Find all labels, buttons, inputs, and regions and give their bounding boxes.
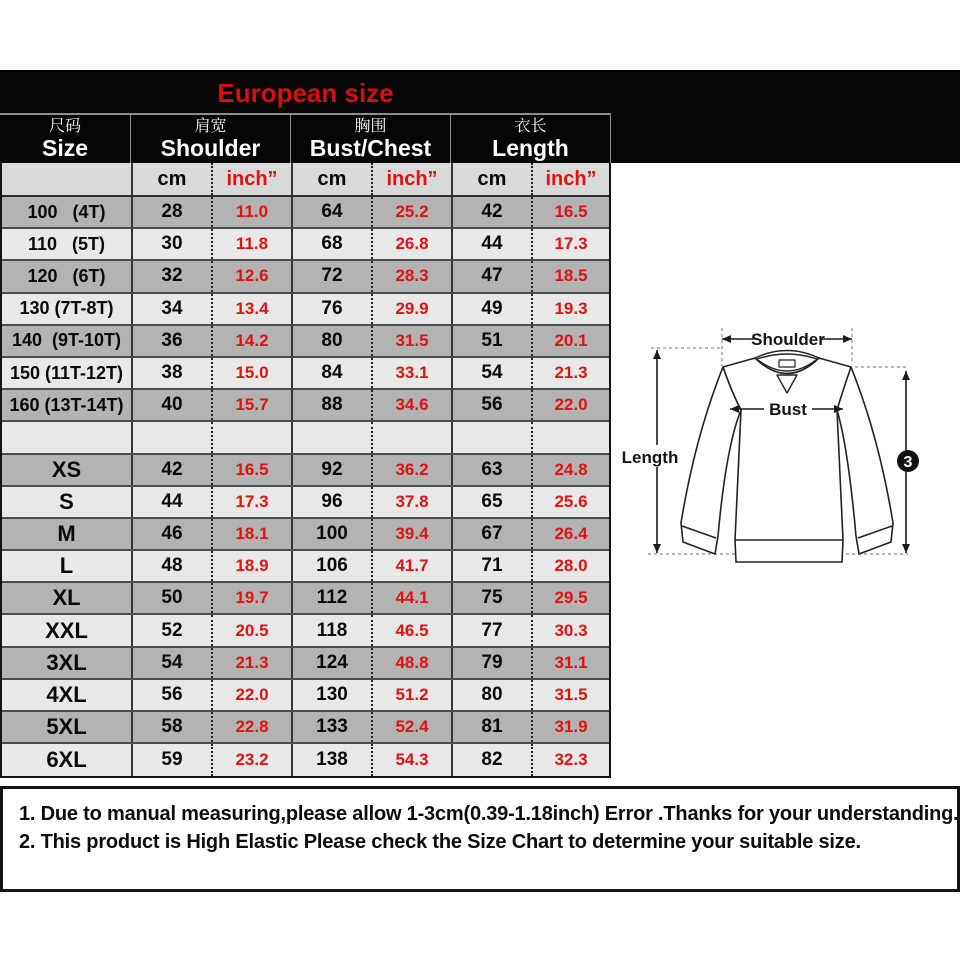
- size-table-body: [2, 197, 609, 776]
- badge-3-icon: [897, 450, 919, 472]
- value-cell: 80: [451, 680, 531, 710]
- value-cell: [131, 422, 211, 452]
- right-sleeve: [837, 367, 893, 554]
- value-cell: 52.4: [371, 712, 451, 742]
- value-cell: 81: [451, 712, 531, 742]
- value-cell: 32.3: [531, 744, 609, 776]
- value-cell: 44.1: [371, 583, 451, 613]
- table-row: [2, 197, 609, 229]
- table-row: [2, 551, 609, 583]
- value-cell: 11.8: [211, 229, 291, 259]
- unit-cell-cm: cm: [451, 163, 531, 195]
- value-cell: 19.7: [211, 583, 291, 613]
- header-zh: 衣长: [514, 118, 547, 135]
- note-line-1: 1. Due to manual measuring,please allow 1-3cm(0.39-1.18inch) Error .Thanks for your understanding.: [19, 803, 959, 825]
- value-cell: 51: [451, 326, 531, 356]
- value-cell: 46.5: [371, 615, 451, 645]
- value-cell: 42: [131, 455, 211, 485]
- size-cell: 3XL: [46, 649, 87, 675]
- value-cell: 18.9: [211, 551, 291, 581]
- value-cell: 29.5: [531, 583, 609, 613]
- header-zh: 胸围: [354, 118, 387, 135]
- value-cell: 58: [131, 712, 211, 742]
- value-cell: 76: [291, 294, 371, 324]
- note-line-2: 2. This product is High Elastic Please check the Size Chart to determine your suitable size.: [19, 831, 861, 853]
- value-cell: 56: [451, 390, 531, 420]
- size-cell: 130 (7T-8T): [19, 298, 114, 319]
- size-table: [0, 163, 611, 778]
- value-cell: 20.5: [211, 615, 291, 645]
- value-cell: 32: [131, 261, 211, 291]
- value-cell: [531, 422, 609, 452]
- value-cell: 24.8: [531, 455, 609, 485]
- size-cell: 160 (13T-14T): [9, 394, 124, 415]
- value-cell: 14.2: [211, 326, 291, 356]
- value-cell: 48: [131, 551, 211, 581]
- title-band: [0, 70, 960, 163]
- value-cell: 16.5: [211, 455, 291, 485]
- value-cell: 37.8: [371, 487, 451, 517]
- header-en: Bust/Chest: [309, 135, 432, 161]
- value-cell: 34: [131, 294, 211, 324]
- value-cell: [451, 422, 531, 452]
- value-cell: 52: [131, 615, 211, 645]
- value-cell: 54: [131, 648, 211, 678]
- value-cell: 36.2: [371, 455, 451, 485]
- value-cell: 41.7: [371, 551, 451, 581]
- value-cell: 124: [291, 648, 371, 678]
- value-cell: 21.3: [531, 358, 609, 388]
- value-cell: 33.1: [371, 358, 451, 388]
- value-cell: 31.9: [531, 712, 609, 742]
- value-cell: 38: [131, 358, 211, 388]
- table-row: [2, 294, 609, 326]
- value-cell: 44: [451, 229, 531, 259]
- value-cell: 28: [131, 197, 211, 227]
- table-row: [2, 455, 609, 487]
- value-cell: 54.3: [371, 744, 451, 776]
- value-cell: 84: [291, 358, 371, 388]
- value-cell: 112: [291, 583, 371, 613]
- size-cell: 6XL: [46, 747, 87, 773]
- value-cell: 80: [291, 326, 371, 356]
- value-cell: 22.8: [211, 712, 291, 742]
- table-row: [2, 487, 609, 519]
- value-cell: 28.3: [371, 261, 451, 291]
- size-cell: XL: [52, 585, 81, 611]
- header-cell-bust: [291, 115, 451, 163]
- table-row: [2, 712, 609, 744]
- value-cell: 42: [451, 197, 531, 227]
- header-zh: 肩宽: [194, 118, 227, 135]
- unit-cell-inch: inch”: [531, 163, 609, 195]
- value-cell: 88: [291, 390, 371, 420]
- value-cell: [211, 422, 291, 452]
- value-cell: 44: [131, 487, 211, 517]
- header-en: Size: [41, 135, 89, 161]
- value-cell: 15.7: [211, 390, 291, 420]
- value-cell: 77: [451, 615, 531, 645]
- value-cell: 26.4: [531, 519, 609, 549]
- value-cell: 118: [291, 615, 371, 645]
- value-cell: 130: [291, 680, 371, 710]
- value-cell: 26.8: [371, 229, 451, 259]
- value-cell: 51.2: [371, 680, 451, 710]
- value-cell: 75: [451, 583, 531, 613]
- value-cell: 92: [291, 455, 371, 485]
- size-cell: 4XL: [46, 681, 87, 707]
- value-cell: 65: [451, 487, 531, 517]
- header-cell-length: [451, 115, 611, 163]
- value-cell: 96: [291, 487, 371, 517]
- table-row: [2, 390, 609, 422]
- value-cell: 64: [291, 197, 371, 227]
- value-cell: 13.4: [211, 294, 291, 324]
- value-cell: 133: [291, 712, 371, 742]
- table-row: [2, 583, 609, 615]
- table-row: [2, 519, 609, 551]
- value-cell: 16.5: [531, 197, 609, 227]
- value-cell: 11.0: [211, 197, 291, 227]
- table-row: [2, 358, 609, 390]
- value-cell: 46: [131, 519, 211, 549]
- value-cell: 48.8: [371, 648, 451, 678]
- table-header-row: [0, 113, 611, 163]
- value-cell: 106: [291, 551, 371, 581]
- value-cell: 25.6: [531, 487, 609, 517]
- size-cell: XS: [51, 456, 82, 482]
- value-cell: 72: [291, 261, 371, 291]
- size-cell: 140 (9T-10T): [11, 330, 122, 351]
- table-row: [2, 648, 609, 680]
- value-cell: 22.0: [211, 680, 291, 710]
- value-cell: 31.5: [531, 680, 609, 710]
- value-cell: 82: [451, 744, 531, 776]
- unit-cell-cm: cm: [131, 163, 211, 195]
- header-cell-shoulder: [131, 115, 291, 163]
- table-row: [2, 615, 609, 647]
- value-cell: 17.3: [531, 229, 609, 259]
- size-cell: 110 (5T): [27, 233, 106, 254]
- size-cell: 150 (11T-12T): [9, 362, 124, 383]
- length-label: Length: [621, 448, 679, 467]
- value-cell: 15.0: [211, 358, 291, 388]
- value-cell: 56: [131, 680, 211, 710]
- table-row: [2, 326, 609, 358]
- value-cell: [371, 422, 451, 452]
- value-cell: 63: [451, 455, 531, 485]
- value-cell: 31.1: [531, 648, 609, 678]
- unit-cell-cm: cm: [291, 163, 371, 195]
- value-cell: 54: [451, 358, 531, 388]
- value-cell: 40: [131, 390, 211, 420]
- unit-cell-empty: [2, 163, 131, 195]
- size-cell: M: [57, 520, 76, 546]
- unit-cell-inch: inch”: [371, 163, 451, 195]
- badge-3-label: 3: [903, 454, 913, 471]
- header-en: Shoulder: [160, 135, 261, 161]
- value-cell: 68: [291, 229, 371, 259]
- value-cell: 20.1: [531, 326, 609, 356]
- size-cell: 5XL: [46, 714, 87, 740]
- value-cell: 79: [451, 648, 531, 678]
- size-cell: 120 (6T): [27, 265, 106, 286]
- size-cell: S: [59, 488, 74, 514]
- value-cell: [291, 422, 371, 452]
- value-cell: 23.2: [211, 744, 291, 776]
- value-cell: 29.9: [371, 294, 451, 324]
- value-cell: 31.5: [371, 326, 451, 356]
- value-cell: 49: [451, 294, 531, 324]
- value-cell: 30: [131, 229, 211, 259]
- value-cell: 67: [451, 519, 531, 549]
- table-row: [2, 229, 609, 261]
- left-sleeve: [681, 367, 741, 554]
- header-en: Length: [492, 135, 569, 161]
- header-cell-size: [0, 115, 131, 163]
- value-cell: 59: [131, 744, 211, 776]
- header-zh: 尺码: [48, 118, 81, 135]
- bust-label: Bust: [769, 400, 807, 419]
- page-title: European size: [217, 78, 394, 108]
- collar-label: [779, 360, 795, 367]
- value-cell: 22.0: [531, 390, 609, 420]
- sweater-diagram: [612, 312, 960, 578]
- value-cell: 28.0: [531, 551, 609, 581]
- value-cell: 100: [291, 519, 371, 549]
- table-row: [2, 680, 609, 712]
- sweater-outline: [681, 351, 893, 563]
- size-cell: XXL: [45, 617, 88, 643]
- value-cell: 19.3: [531, 294, 609, 324]
- value-cell: 18.5: [531, 261, 609, 291]
- size-cell: 100 (4T): [27, 201, 106, 222]
- value-cell: 138: [291, 744, 371, 776]
- value-cell: 71: [451, 551, 531, 581]
- value-cell: 25.2: [371, 197, 451, 227]
- value-cell: 47: [451, 261, 531, 291]
- table-row: [2, 422, 609, 454]
- value-cell: 17.3: [211, 487, 291, 517]
- shoulder-label: Shoulder: [751, 330, 825, 349]
- notes-box: [0, 786, 960, 892]
- value-cell: 30.3: [531, 615, 609, 645]
- value-cell: 50: [131, 583, 211, 613]
- value-cell: 36: [131, 326, 211, 356]
- value-cell: 34.6: [371, 390, 451, 420]
- value-cell: 12.6: [211, 261, 291, 291]
- size-cell: [2, 422, 131, 452]
- table-row: [2, 261, 609, 293]
- value-cell: 39.4: [371, 519, 451, 549]
- value-cell: 18.1: [211, 519, 291, 549]
- size-cell: L: [59, 553, 74, 579]
- value-cell: 21.3: [211, 648, 291, 678]
- table-row: [2, 744, 609, 776]
- unit-row: [2, 163, 609, 197]
- unit-cell-inch: inch”: [211, 163, 291, 195]
